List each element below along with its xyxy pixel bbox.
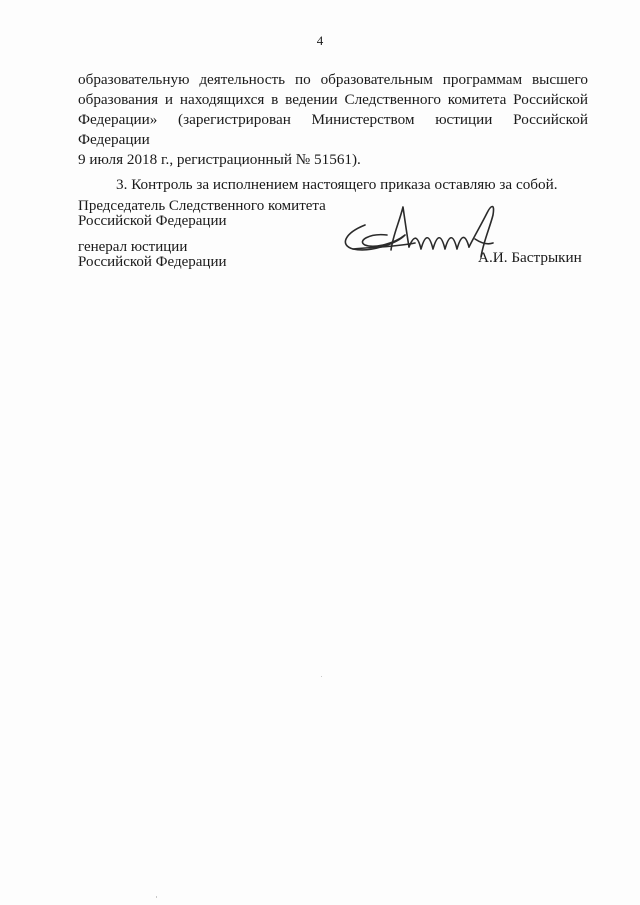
rank-line: генерал юстиции <box>78 239 188 255</box>
paragraph-control-clause: 3. Контроль за исполнением настоящего приказа оставляю за собой. <box>116 176 558 193</box>
paragraph-line: Федерации» (зарегистрирован Министерством юстиции Российской Федерации <box>78 111 588 148</box>
document-body <box>78 70 588 195</box>
signatory-position <box>78 199 326 229</box>
page-number: 4 <box>316 33 324 48</box>
paragraph-continuation <box>78 70 588 170</box>
rank-line: Российской Федерации <box>78 254 227 270</box>
paragraph-line: образования и находящихся в ведении Следственного комитета Российской <box>78 91 588 108</box>
paragraph-line: 9 июля 2018 г., регистрационный № 51561). <box>78 151 361 168</box>
scan-artifact <box>321 676 322 677</box>
signatory-rank <box>78 240 227 270</box>
position-line: Российской Федерации <box>78 213 227 229</box>
signer-name: А.И. Бастрыкин <box>478 249 582 266</box>
paragraph-line: образовательную деятельность по образовательным программам высшего <box>78 71 588 88</box>
position-line: Председатель Следственного комитета <box>78 198 326 214</box>
scan-artifact <box>156 896 157 898</box>
